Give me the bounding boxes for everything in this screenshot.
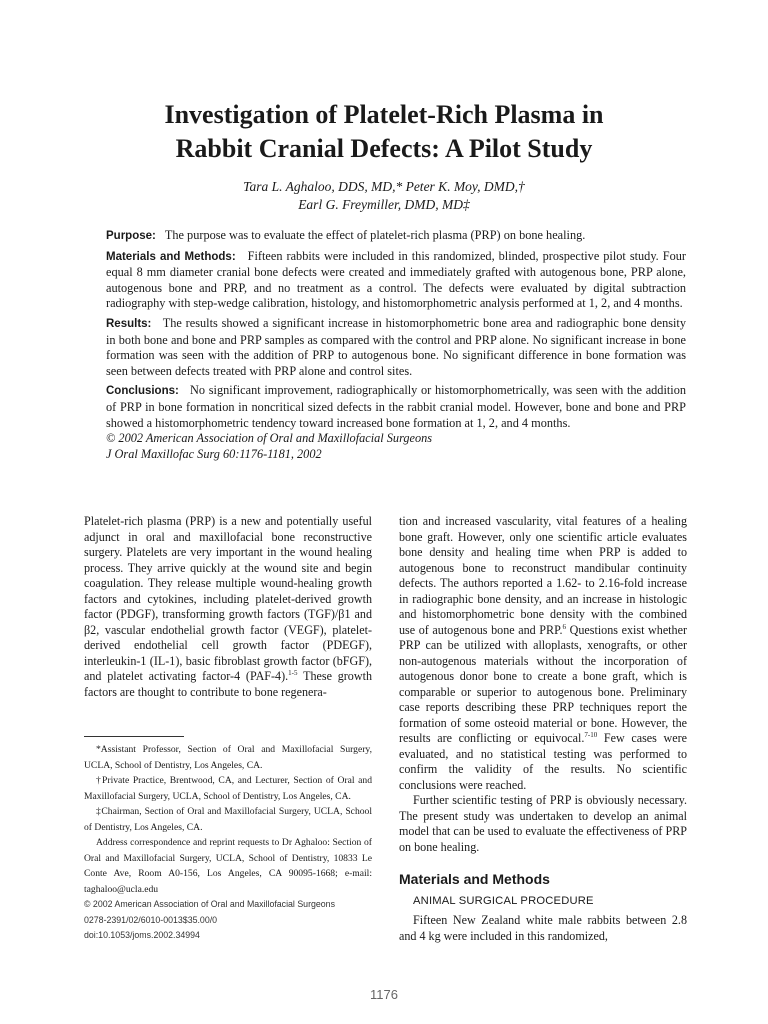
conclusions-text: No significant improvement, radiographically or histomorphometrically, was seen with the addition of PRP in bone formation in noncritical sized defects in the rabbit cranial model. However, bone and bone and PRP showed a histomorphometric tendency toward increased bone formation at 1, 2, and 4 months. (106, 383, 686, 430)
intro-text-a: Platelet-rich plasma (PRP) is a new and potentially useful adjunct in oral and maxillofacial bone reconstructive surgery. Platelets are very important in the wound healing process. They arrive quickly at the wound site and begin coagulation. They release multiple wound-healing growth factors and cytokines, including platelet-derived growth factor (PDGF), transforming growth factors (TGF)/β1 and β2, vascular endothelial growth factor (VEGF), platelet-derived endothelial cell growth factor (PDEGF), interleukin-1 (IL-1), basic fibroblast growth factor (bFGF), and platelet activating factor-4 (PAF-4). (84, 514, 372, 683)
footnote-author-3: ‡Chairman, Section of Oral and Maxillofacial Surgery, UCLA, School of Dentistry, Los Angeles, CA. (84, 806, 372, 833)
body-text-c: Few cases were evaluated, and no statistical testing was performed to confirm the validity of the results. No scientific conclusions were reached. (399, 731, 687, 792)
abstract-methods (106, 249, 686, 312)
body-paragraph-2: Further scientific testing of PRP is obviously necessary. The present study was undertaken to develop an animal model that can be used to evaluate the effectiveness of PRP on bone healing. (399, 793, 687, 854)
body-paragraph-1 (399, 514, 687, 793)
abstract (106, 228, 686, 462)
reference-marker: 1-5 (288, 668, 298, 677)
title-line-2: Rabbit Cranial Defects: A Pilot Study (175, 134, 593, 163)
reference-marker: 7-10 (584, 730, 598, 739)
page-number: 1176 (370, 987, 398, 1002)
authors-line-1: Tara L. Aghaloo, DDS, MD,* Peter K. Moy, DMD,† (243, 179, 525, 194)
body-text-b: Questions exist whether PRP can be utilized with alloplasts, xenografts, or other non-autogenous materials without the incorporation of autogenous donor bone to create a bone graft, which is comparable or superior to autogenous bone. Preliminary case reports describing these PRP techniques report the formation of some osteoid material or bone. However, the results are conflicting or equivocal. (399, 622, 687, 745)
body-paragraph-3: Fifteen New Zealand white male rabbits between 2.8 and 4 kg were included in this randomized, (399, 913, 687, 943)
subsection-heading: ANIMAL SURGICAL PROCEDURE (413, 894, 594, 907)
footnote-rule (84, 736, 184, 737)
footnote-issn: 0278-2391/02/6010-0013$35.00/0 (84, 914, 218, 925)
authors-line-2: Earl G. Freymiller, DMD, MD‡ (298, 197, 470, 212)
results-text: The results showed a significant increase in histomorphometric bone area and radiographic bone density in both bone and bone and PRP samples as compared with the control and PRP alone. No significant increase in bone formation was seen with the addition of PRP to autogenous bone. No significant difference in bone formation was seen between defects treated with PRP alone and control sites. (106, 315, 686, 378)
reference-marker: 6 (562, 622, 566, 631)
footnote-author-2: †Private Practice, Brentwood, CA, and Lecturer, Section of Oral and Maxillofacial Surgery, UCLA, School of Dentistry, Los Angeles, CA. (84, 775, 372, 802)
conclusions-label: Conclusions: (106, 385, 179, 398)
abstract-purpose (106, 228, 686, 245)
methods-label: Materials and Methods: (106, 250, 236, 263)
author-list (0, 178, 768, 214)
abstract-results (106, 316, 686, 379)
article-title (0, 98, 768, 166)
journal-citation: J Oral Maxillofac Surg 60:1176-1181, 2002 (106, 446, 322, 461)
purpose-text: The purpose was to evaluate the effect of platelet-rich plasma (PRP) on bone healing. (164, 228, 586, 242)
right-column (399, 514, 687, 944)
section-heading: Materials and Methods (399, 871, 550, 887)
intro-paragraph (84, 514, 372, 700)
abstract-conclusions (106, 383, 686, 431)
footnote-copyright: © 2002 American Association of Oral and Maxillofacial Surgeons (84, 899, 335, 909)
intro-text-b: These growth factors are thought to contribute to bone regenera- (84, 669, 372, 699)
left-column (84, 514, 372, 700)
results-label: Results: (106, 317, 152, 330)
footnote-doi: doi:10.1053/joms.2002.34994 (84, 930, 200, 940)
body-text-a: tion and increased vascularity, vital features of a healing bone graft. However, only one scientific article evaluates bone density and healing time when PRP is added to autogenous bone to reconstruct mandibular continuity defects. The authors reported a 1.62- to 2.16-fold increase in radiographic bone density, and an increase in histologic and histomorphometric bone density with the combined use of autogenous bone and PRP. (399, 514, 687, 637)
purpose-label: Purpose: (106, 230, 156, 242)
footnotes (84, 742, 372, 944)
title-line-1: Investigation of Platelet-Rich Plasma in (164, 100, 604, 129)
methods-text: Fifteen rabbits were included in this randomized, blinded, prospective pilot study. Four equal 8 mm diameter cranial bone defects were created and immediately grafted with autogenous bone, PRP alone, autogenous bone and PRP, and no treatment as a control. The defects were evaluated by digital subtraction radiography with step-wedge calibration, histology, and histomorphometric analysis performed at 1, 2, and 4 months. (106, 248, 686, 311)
footnote-correspondence: Address correspondence and reprint requests to Dr Aghaloo: Section of Oral and Maxillofacial Surgery, UCLA, School of Dentistry, 10833 Le Conte Ave, Room A0-156, Los Angeles, CA 90095-1668; e-mail: taghaloo@ucla.edu (84, 837, 372, 895)
footnote-author-1: *Assistant Professor, Section of Oral and Maxillofacial Surgery, UCLA, School of Dentistry, Los Angeles, CA. (84, 744, 372, 771)
abstract-copyright: © 2002 American Association of Oral and Maxillofacial Surgeons (106, 431, 433, 446)
